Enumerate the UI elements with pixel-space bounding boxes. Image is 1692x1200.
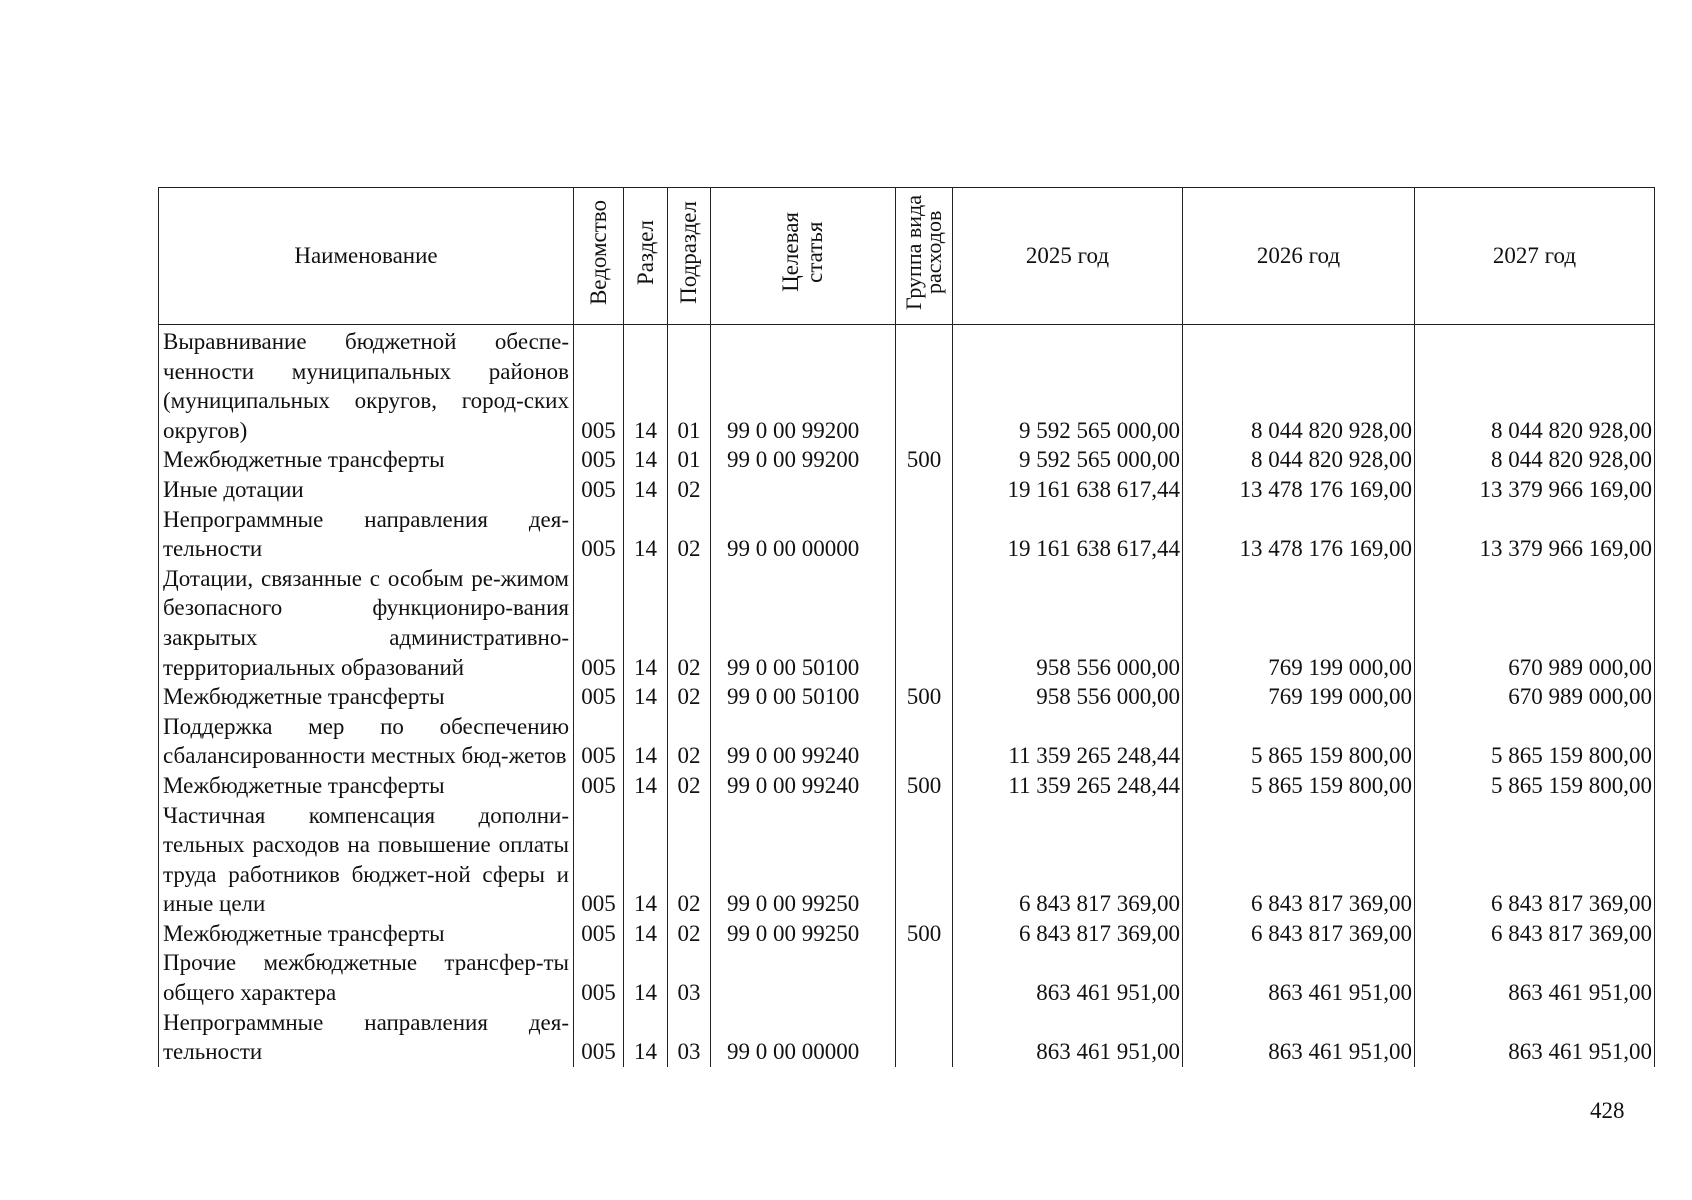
row-gruppa: 500 <box>896 445 953 475</box>
row-razdel: 14 <box>624 948 668 1007</box>
row-2027: 5 865 159 800,00 <box>1415 712 1655 771</box>
row-2026: 13 478 176 169,00 <box>1183 475 1415 505</box>
row-gruppa <box>896 948 953 1007</box>
row-podrazdel: 02 <box>668 505 711 564</box>
table-row <box>159 325 1655 446</box>
row-2025: 11 359 265 248,44 <box>953 712 1183 771</box>
row-name: Межбюджетные трансферты <box>159 919 574 949</box>
row-2026: 5 865 159 800,00 <box>1183 712 1415 771</box>
row-vedomstvo: 005 <box>574 1008 624 1067</box>
table-row <box>159 505 1655 564</box>
row-name: Прочие межбюджетные трансфер-ты общего характера <box>159 948 574 1007</box>
row-vedomstvo: 005 <box>574 475 624 505</box>
row-2025: 19 161 638 617,44 <box>953 475 1183 505</box>
row-razdel: 14 <box>624 919 668 949</box>
row-gruppa: 500 <box>896 682 953 712</box>
row-name: Межбюджетные трансферты <box>159 445 574 475</box>
row-2026: 6 843 817 369,00 <box>1183 801 1415 919</box>
row-razdel: 14 <box>624 712 668 771</box>
row-podrazdel: 02 <box>668 801 711 919</box>
row-celevaya-statya: 99 0 00 50100 <box>711 682 896 712</box>
header-2025: 2025 год <box>953 188 1183 325</box>
row-gruppa <box>896 1008 953 1067</box>
table-row <box>159 771 1655 801</box>
row-gruppa <box>896 801 953 919</box>
row-2027: 8 044 820 928,00 <box>1415 325 1655 446</box>
row-razdel: 14 <box>624 1008 668 1067</box>
table-body <box>159 325 1655 1067</box>
header-2026: 2026 год <box>1183 188 1415 325</box>
row-podrazdel: 02 <box>668 771 711 801</box>
row-podrazdel: 03 <box>668 1008 711 1067</box>
row-2026: 8 044 820 928,00 <box>1183 445 1415 475</box>
row-2026: 6 843 817 369,00 <box>1183 919 1415 949</box>
row-celevaya-statya <box>711 948 896 1007</box>
row-2027: 670 989 000,00 <box>1415 682 1655 712</box>
table-row <box>159 564 1655 682</box>
row-celevaya-statya: 99 0 00 99250 <box>711 801 896 919</box>
row-celevaya-statya: 99 0 00 99240 <box>711 771 896 801</box>
row-2027: 8 044 820 928,00 <box>1415 445 1655 475</box>
row-celevaya-statya: 99 0 00 99200 <box>711 445 896 475</box>
row-2027: 863 461 951,00 <box>1415 948 1655 1007</box>
table-row <box>159 801 1655 919</box>
row-2025: 863 461 951,00 <box>953 948 1183 1007</box>
row-razdel: 14 <box>624 445 668 475</box>
row-2025: 9 592 565 000,00 <box>953 325 1183 446</box>
row-razdel: 14 <box>624 325 668 446</box>
row-2025: 19 161 638 617,44 <box>953 505 1183 564</box>
row-2026: 863 461 951,00 <box>1183 1008 1415 1067</box>
row-2025: 6 843 817 369,00 <box>953 801 1183 919</box>
row-2025: 11 359 265 248,44 <box>953 771 1183 801</box>
row-gruppa <box>896 325 953 446</box>
header-2027: 2027 год <box>1415 188 1655 325</box>
row-name: Межбюджетные трансферты <box>159 771 574 801</box>
row-name: Выравнивание бюджетной обеспе-ченности муниципальных районов (муниципальных округов, город-ских округов) <box>159 325 574 446</box>
row-razdel: 14 <box>624 505 668 564</box>
row-gruppa <box>896 505 953 564</box>
row-2025: 958 556 000,00 <box>953 564 1183 682</box>
table-row <box>159 712 1655 771</box>
row-vedomstvo: 005 <box>574 948 624 1007</box>
table-row <box>159 919 1655 949</box>
row-2027: 5 865 159 800,00 <box>1415 771 1655 801</box>
row-name: Дотации, связанные с особым ре-жимом безопасного функциониро-вания закрытых административно-территориальных образований <box>159 564 574 682</box>
row-vedomstvo: 005 <box>574 682 624 712</box>
row-podrazdel: 02 <box>668 712 711 771</box>
row-name: Межбюджетные трансферты <box>159 682 574 712</box>
row-2027: 6 843 817 369,00 <box>1415 801 1655 919</box>
header-razdel: Раздел <box>624 188 668 325</box>
row-2027: 13 379 966 169,00 <box>1415 505 1655 564</box>
row-podrazdel: 02 <box>668 475 711 505</box>
header-name: Наименование <box>159 188 574 325</box>
row-vedomstvo: 005 <box>574 712 624 771</box>
row-vedomstvo: 005 <box>574 505 624 564</box>
row-celevaya-statya: 99 0 00 99250 <box>711 919 896 949</box>
row-2026: 769 199 000,00 <box>1183 564 1415 682</box>
row-2026: 769 199 000,00 <box>1183 682 1415 712</box>
row-2026: 863 461 951,00 <box>1183 948 1415 1007</box>
row-podrazdel: 02 <box>668 682 711 712</box>
page-number: 428 <box>1590 1098 1625 1123</box>
row-gruppa: 500 <box>896 771 953 801</box>
row-razdel: 14 <box>624 682 668 712</box>
row-celevaya-statya: 99 0 00 99200 <box>711 325 896 446</box>
row-razdel: 14 <box>624 801 668 919</box>
row-celevaya-statya <box>711 475 896 505</box>
table-row <box>159 948 1655 1007</box>
row-vedomstvo: 005 <box>574 564 624 682</box>
row-gruppa <box>896 564 953 682</box>
row-2026: 13 478 176 169,00 <box>1183 505 1415 564</box>
row-vedomstvo: 005 <box>574 771 624 801</box>
header-vedomstvo: Ведомство <box>574 188 624 325</box>
row-podrazdel: 01 <box>668 325 711 446</box>
row-celevaya-statya: 99 0 00 00000 <box>711 1008 896 1067</box>
row-celevaya-statya: 99 0 00 99240 <box>711 712 896 771</box>
budget-table <box>158 187 1655 1067</box>
row-2025: 6 843 817 369,00 <box>953 919 1183 949</box>
row-2026: 5 865 159 800,00 <box>1183 771 1415 801</box>
row-razdel: 14 <box>624 475 668 505</box>
row-vedomstvo: 005 <box>574 919 624 949</box>
row-podrazdel: 02 <box>668 919 711 949</box>
row-2025: 958 556 000,00 <box>953 682 1183 712</box>
row-gruppa: 500 <box>896 919 953 949</box>
table-header <box>159 188 1655 325</box>
header-podrazdel: Подраздел <box>668 188 711 325</box>
row-celevaya-statya: 99 0 00 50100 <box>711 564 896 682</box>
row-2027: 6 843 817 369,00 <box>1415 919 1655 949</box>
row-name: Иные дотации <box>159 475 574 505</box>
header-row <box>159 188 1655 325</box>
row-name: Непрограммные направления дея-тельности <box>159 1008 574 1067</box>
row-name: Непрограммные направления дея-тельности <box>159 505 574 564</box>
row-2027: 863 461 951,00 <box>1415 1008 1655 1067</box>
table-row <box>159 445 1655 475</box>
row-podrazdel: 02 <box>668 564 711 682</box>
table-row <box>159 1008 1655 1067</box>
row-podrazdel: 03 <box>668 948 711 1007</box>
header-gruppa-vida-rashodov: Группа вида расходов <box>896 188 953 325</box>
row-2026: 8 044 820 928,00 <box>1183 325 1415 446</box>
row-celevaya-statya: 99 0 00 00000 <box>711 505 896 564</box>
table-row <box>159 475 1655 505</box>
row-razdel: 14 <box>624 771 668 801</box>
row-gruppa <box>896 475 953 505</box>
row-razdel: 14 <box>624 564 668 682</box>
row-2027: 670 989 000,00 <box>1415 564 1655 682</box>
table-row <box>159 682 1655 712</box>
row-podrazdel: 01 <box>668 445 711 475</box>
row-2025: 863 461 951,00 <box>953 1008 1183 1067</box>
row-vedomstvo: 005 <box>574 325 624 446</box>
row-name: Поддержка мер по обеспечению сбалансированности местных бюд-жетов <box>159 712 574 771</box>
row-vedomstvo: 005 <box>574 801 624 919</box>
row-name: Частичная компенсация дополни-тельных расходов на повышение оплаты труда работников бюджет-ной сферы и иные цели <box>159 801 574 919</box>
row-vedomstvo: 005 <box>574 445 624 475</box>
row-2025: 9 592 565 000,00 <box>953 445 1183 475</box>
row-gruppa <box>896 712 953 771</box>
row-2027: 13 379 966 169,00 <box>1415 475 1655 505</box>
header-celevaya-statya: Целевая статья <box>711 188 896 325</box>
